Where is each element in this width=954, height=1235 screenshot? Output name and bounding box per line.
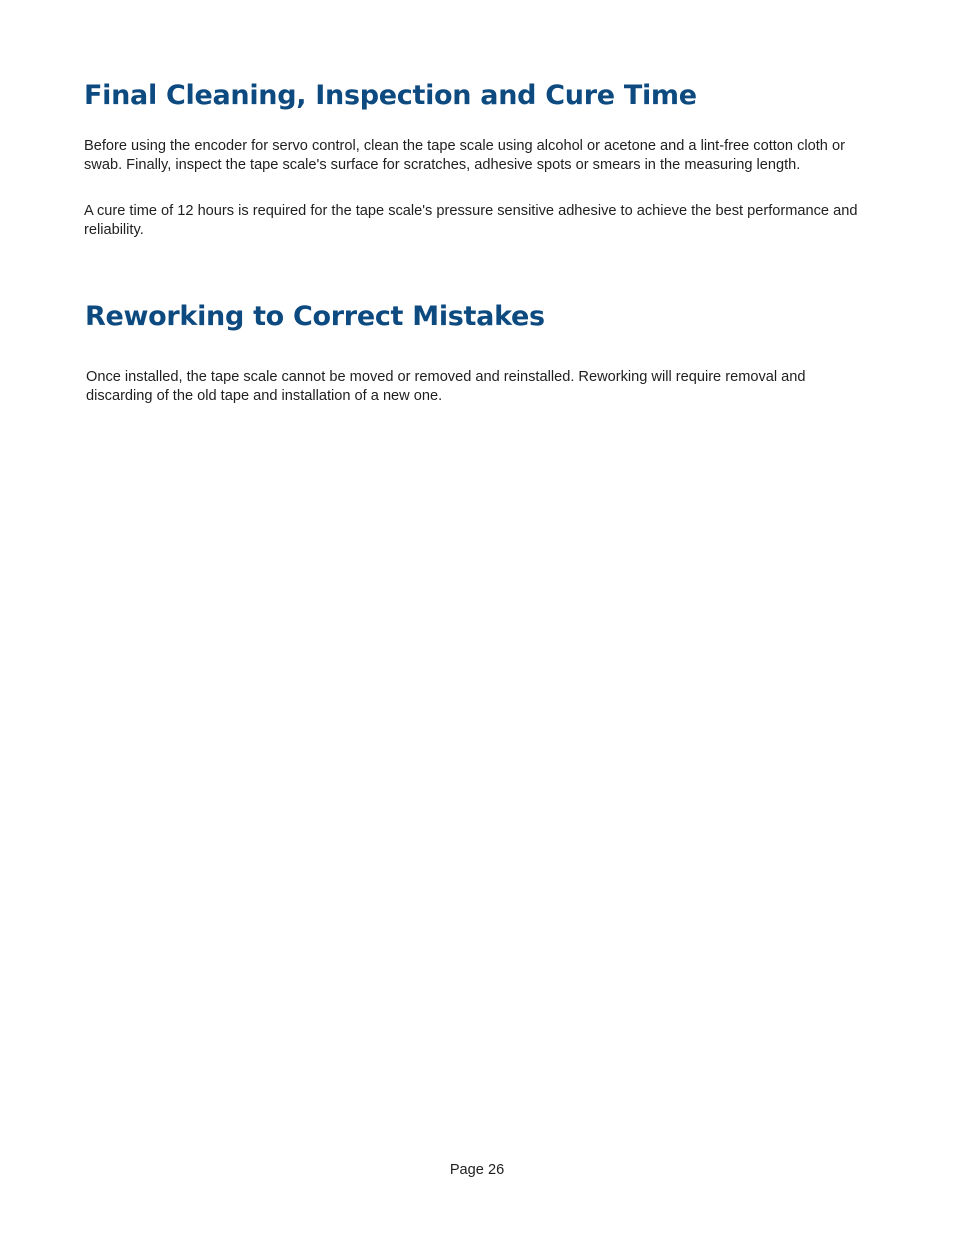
paragraph-cure-time: A cure time of 12 hours is required for the tape scale's pressure sensitive adhesive to achieve the best performance and reliability. bbox=[84, 203, 858, 238]
section-heading-reworking: Reworking to Correct Mistakes bbox=[85, 301, 545, 332]
section-heading-final-cleaning: Final Cleaning, Inspection and Cure Time bbox=[84, 80, 697, 111]
page-number: Page 26 bbox=[449, 1162, 505, 1178]
paragraph-cleaning-instructions: Before using the encoder for servo control, clean the tape scale using alcohol or acetone and a lint-free cotton cloth or swab. Finally, inspect the tape scale's surface for scratches, adhesive spots or smears in the measuring length. bbox=[84, 138, 845, 173]
paragraph-reworking-instructions: Once installed, the tape scale cannot be moved or removed and reinstalled. Reworking will require removal and discarding of the old tape and installation of a new one. bbox=[86, 369, 806, 404]
